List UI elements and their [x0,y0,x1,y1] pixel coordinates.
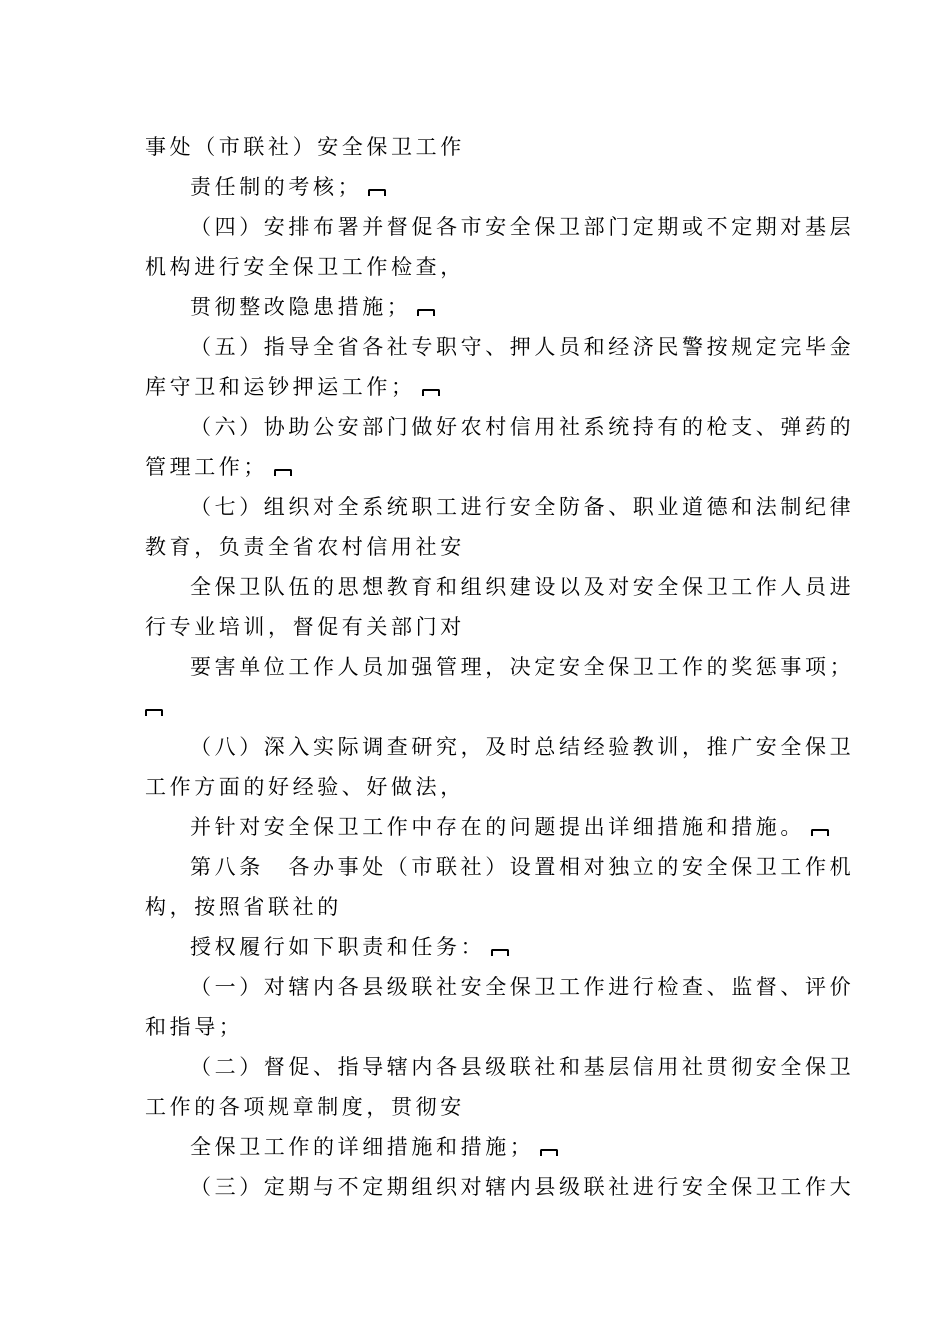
paragraph-mark-icon [811,829,829,836]
paragraph-mark-icon [145,709,163,716]
text-line-11: 教育，负责全省农村信用社安 [145,535,465,559]
text-line-1: 事处（市联社）安全保卫工作 [145,135,465,159]
text-line-12: 全保卫队伍的思想教育和组织建设以及对安全保卫工作人员进 [190,575,855,599]
text-line-18: 并针对安全保卫工作中存在的问题提出详细措施和措施。 [190,812,829,842]
text-line-9: 管理工作； [145,452,292,482]
text-line-20: 构，按照省联社的 [145,895,342,919]
paragraph-mark-icon [417,309,435,316]
text-line-4: 机构进行安全保卫工作检查， [145,255,465,279]
text-line-27: （三）定期与不定期组织对辖内县级联社进行安全保卫工作大 [190,1175,855,1199]
paragraph-mark-icon [491,949,509,956]
paragraph-mark-icon [540,1149,558,1156]
text-line-14: 要害单位工作人员加强管理，决定安全保卫工作的奖惩事项； [190,655,855,679]
text-line-7: 库守卫和运钞押运工作； [145,372,440,402]
paragraph-mark-icon [422,389,440,396]
text-line-25: 工作的各项规章制度，贯彻安 [145,1095,465,1119]
text-line-3: （四）安排布署并督促各市安全保卫部门定期或不定期对基层 [190,215,855,239]
text-line-17: 工作方面的好经验、好做法， [145,775,465,799]
text-line-21: 授权履行如下职责和任务： [190,932,509,962]
text-line-6: （五）指导全省各社专职守、押人员和经济民警按规定完毕金 [190,335,855,359]
text-line-10: （七）组织对全系统职工进行安全防备、职业道德和法制纪律 [190,495,855,519]
text-line-15 [145,692,163,722]
text-line-23: 和指导； [145,1015,244,1039]
paragraph-mark-icon [368,189,386,196]
text-line-24: （二）督促、指导辖内各县级联社和基层信用社贯彻安全保卫 [190,1055,855,1079]
paragraph-mark-icon [274,469,292,476]
text-line-22: （一）对辖内各县级联社安全保卫工作进行检查、监督、评价 [190,975,855,999]
text-line-19: 第八条 各办事处（市联社）设置相对独立的安全保卫工作机 [190,855,855,879]
text-line-5: 贯彻整改隐患措施； [190,292,435,322]
text-line-13: 行专业培训，督促有关部门对 [145,615,465,639]
text-line-26: 全保卫工作的详细措施和措施； [190,1132,558,1162]
text-line-16: （八）深入实际调查研究，及时总结经验教训，推广安全保卫 [190,735,855,759]
text-line-8: （六）协助公安部门做好农村信用社系统持有的枪支、弹药的 [190,415,855,439]
text-line-2: 责任制的考核； [190,172,386,202]
